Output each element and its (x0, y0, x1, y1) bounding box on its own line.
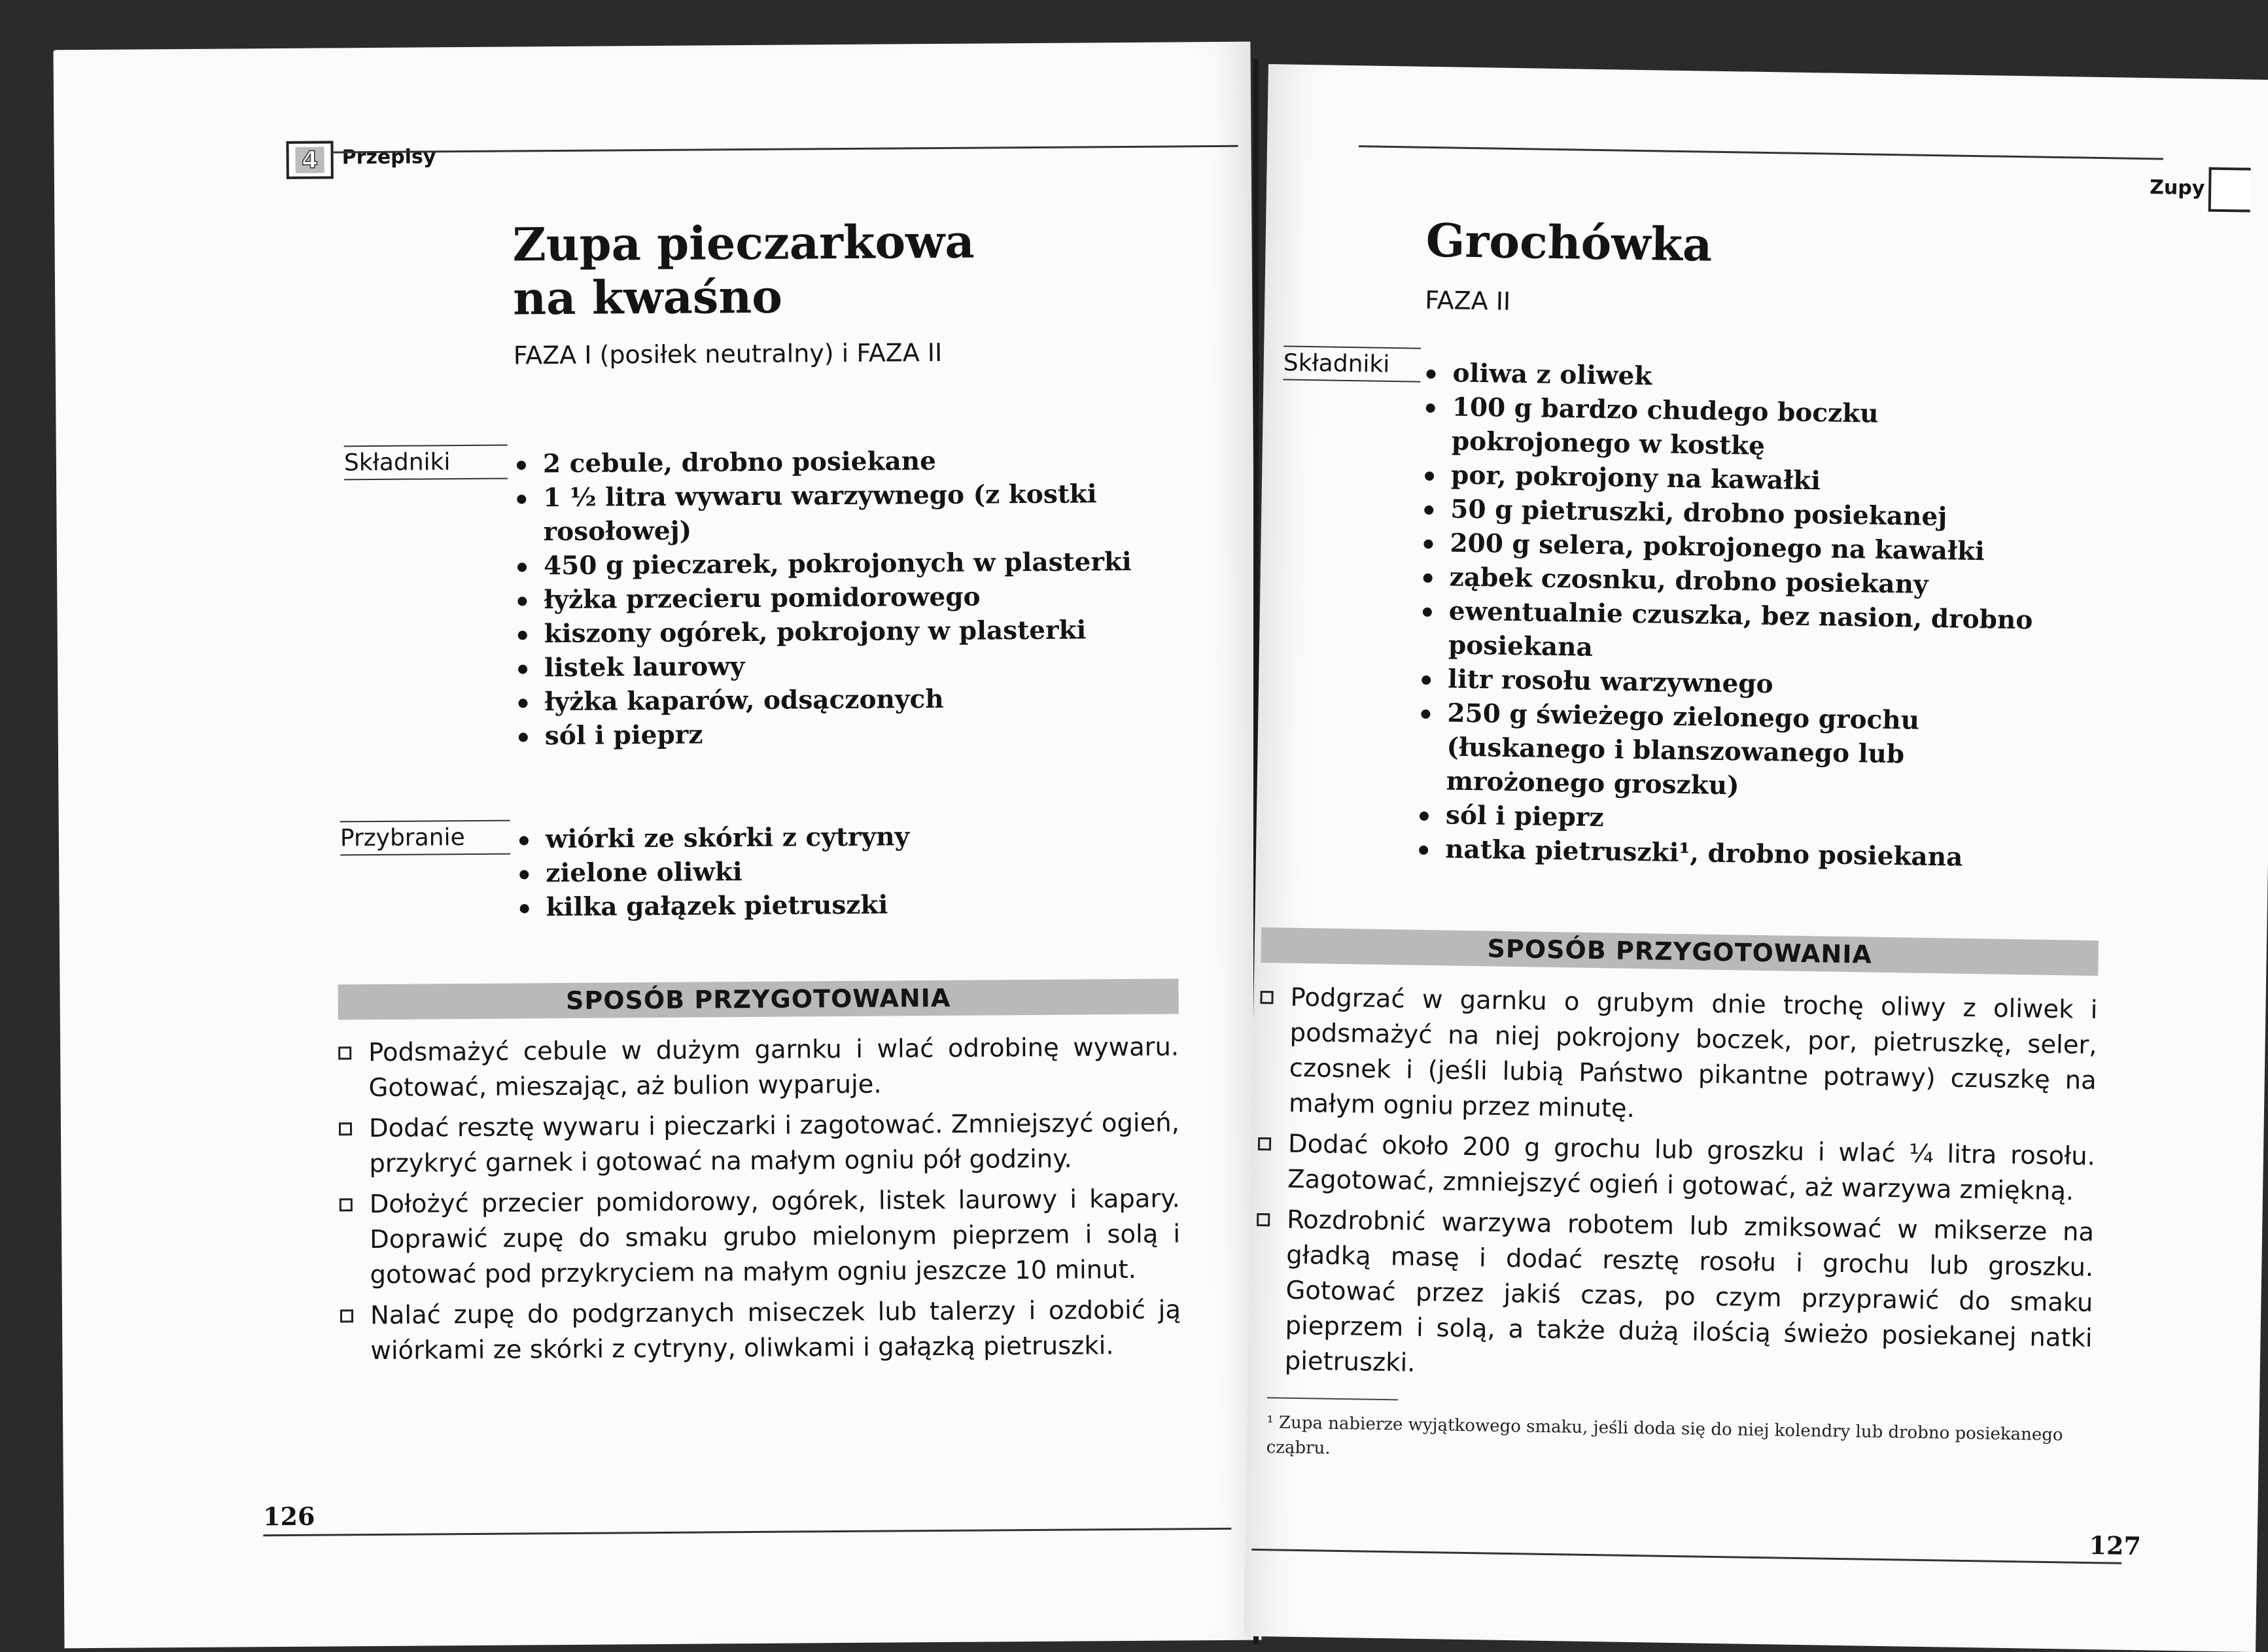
list-item: por, pokrojony na kawałki (1422, 458, 2064, 502)
step-item: Dodać około 200 g grochu lub groszku i wlać ¼ litra rosołu. Zagotować, zmniejszyć ogień i gotować, aż warzywa zmiękną. (1257, 1126, 2096, 1210)
left-page (53, 42, 1261, 1649)
list-item: 50 g pietruszki, drobno posiekanej (1422, 492, 2063, 536)
ingredients-list-left (514, 442, 1210, 753)
list-item: 2 cebule, drobno posiekane (514, 442, 1208, 481)
list-item: 1 ½ litra wywaru warzywnego (z kostki rosołowej) (514, 476, 1208, 549)
list-item: litr rosołu warzywnego (1419, 662, 2061, 706)
chapter-number: 4 (296, 147, 324, 173)
list-item: sól i pieprz (1417, 798, 2059, 842)
method-steps-right (1254, 980, 2098, 1397)
page-number-right: 127 (2089, 1530, 2142, 1561)
step-item: Podgrzać w garnku o grubym dnie trochę oliwy z oliwek i podsmażyć na niej pokrojony boczek, por, pietruszkę, seler, czosnek i (jeśli lubią Państwo pikantne potrawy) czuszkę na małym ogniu przez minutę. (1259, 980, 2098, 1134)
list-item: sól i pieprz (516, 714, 1210, 753)
garnish-list (517, 817, 1211, 924)
step-item: Rozdrobnić warzywa robotem lub zmiksować w mikserze na gładką masę i dodać resztę rosołu i grochu lub groszku. Gotować przez jakiś czas, po czym przyprawić do smaku pieprzem i solą, a także dużą ilością świeżo posiekanej natki pietruszki. (1254, 1202, 2094, 1392)
list-item: listek laurowy (515, 646, 1209, 685)
title-line-1: Zupa pieczarkowa (512, 214, 975, 272)
chapter-number-box (286, 141, 333, 179)
step-item: Podsmażyć cebule w dużym garnku i wlać odrobinę wywaru. Gotować, mieszając, aż bulion wyparuje. (338, 1029, 1179, 1106)
footnote: ¹ Zupa nabierze wyjątkowego smaku, jeśli doda się do niej kolendry lub drobno posiekanego cząbru. (1266, 1413, 2063, 1458)
list-item: 100 g bardzo chudego boczku pokrojonego w kostkę (1423, 390, 2065, 468)
list-item: oliwa z oliwek (1423, 356, 2065, 400)
list-item: 450 g pieczarek, pokrojonych w plasterki (515, 544, 1208, 583)
step-item: Nalać zupę do podgrzanych miseczek lub talerzy i ozdobić ją wiórkami ze skórki z cytryny, oliwkami i gałązką pietruszki. (340, 1292, 1181, 1369)
chapter-tab-right (2208, 167, 2251, 213)
list-item: łyżka kaparów, odsączonych (515, 680, 1209, 719)
garnish-label: Przybranie (340, 820, 510, 856)
footer-rule-right (1251, 1549, 2121, 1564)
list-item: kiszony ogórek, pokrojony w plasterki (515, 612, 1209, 651)
step-item: Dodać resztę wywaru i pieczarki i zagotować. Zmniejszyć ogień, przykryć garnek i gotować na małym ogniu pół godziny. (339, 1105, 1180, 1182)
method-heading-left: SPOSÓB PRZYGOTOWANIA (338, 978, 1178, 1020)
footnote-rule (1267, 1397, 1398, 1400)
ingredients-list-right (1416, 356, 2065, 876)
list-item: 200 g selera, pokrojonego na kawałki (1421, 526, 2063, 570)
page-number-left: 126 (262, 1501, 315, 1532)
ingredients-label-left: Składniki (344, 445, 508, 481)
ingredients-label-right: Składniki (1283, 345, 1421, 382)
method-heading-right: SPOSÓB PRZYGOTOWANIA (1261, 927, 2099, 976)
recipe-title-left (512, 214, 1167, 326)
running-head-right: Zupy (2149, 176, 2205, 200)
list-item: 250 g świeżego zielonego grochu (łuskanego i blanszowanego lub mrożonego groszku) (1417, 696, 2059, 808)
right-page (1244, 64, 2268, 1652)
step-item: Dołożyć przecier pomidorowy, ogórek, listek laurowy i kapary. Doprawić zupę do smaku grubo mielonym pieprzem i solą i gotować pod przykryciem na małym ogniu jeszcze 10 minut. (340, 1181, 1181, 1293)
header-rule-right (1359, 145, 2163, 160)
list-item: zielone oliwki (517, 852, 1210, 890)
header-rule-left (332, 145, 1238, 154)
title-line-2: na kwaśno (512, 269, 783, 326)
running-head-left: Przepisy (341, 145, 436, 169)
list-item: kilka gałązek pietruszki (517, 886, 1210, 924)
list-item: ząbek czosnku, drobno posiekany (1420, 560, 2062, 604)
footer-rule-left (263, 1528, 1231, 1536)
list-item: wiórki ze skórki z cytryny (517, 817, 1210, 856)
list-item: natka pietruszki¹, drobno posiekana (1416, 832, 2058, 876)
phase-label-left: FAZA I (posiłek neutralny) i FAZA II (513, 337, 943, 370)
list-item: łyżka przecieru pomidorowego (515, 578, 1208, 617)
recipe-title-right: Grochówka (1425, 213, 1713, 272)
list-item: ewentualnie czuszka, bez nasion, drobno posiekana (1420, 594, 2062, 672)
phase-label-right: FAZA II (1424, 285, 1511, 316)
method-steps-left (338, 1029, 1181, 1374)
